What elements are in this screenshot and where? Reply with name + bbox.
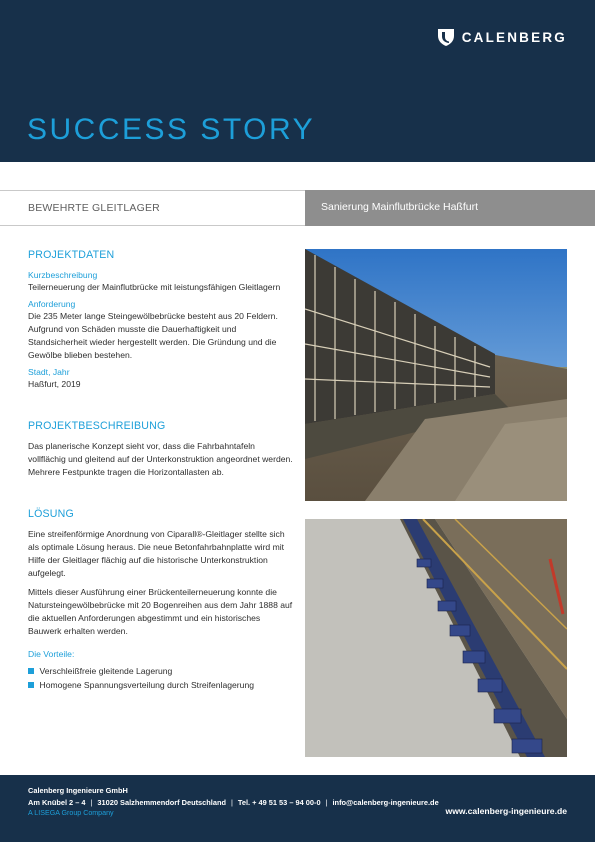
text-loesung-2: Mittels dieser Ausführung einer Brückenteilerneuerung konnte die Natursteingewölbebrücke mit 20 Bogenreihen aus dem Jahr 1888 auf die aktuellen Anforderungen abgestimmt und ein historisches Bauwerk erhalten werden. <box>28 587 293 636</box>
text-loesung-1: Eine streifenförmige Anordnung von Ciparall®-Gleitlager stellte sich als optimale Lösung heraus. Die neue Betonfahrbahnplatte wird mit Hilfe der Gleitlager flächig auf die historische Unterkonstruktion aufgelegt. <box>28 529 285 578</box>
section-heading: PROJEKTBESCHREIBUNG <box>28 420 166 432</box>
list-item: Verschleißfreie gleitende Lagerung <box>28 664 293 678</box>
photo-sliding-bearings <box>305 519 567 757</box>
section-heading: PROJEKTDATEN <box>28 249 115 261</box>
footer-phone: Tel. + 49 51 53 – 94 00-0 <box>237 798 321 807</box>
footer-website-link[interactable]: www.calenberg-ingenieure.de <box>445 806 567 816</box>
category-bar <box>0 190 595 226</box>
bullet-square-icon <box>28 682 34 688</box>
text-stadt-jahr: Haßfurt, 2019 <box>28 379 81 389</box>
text-kurzbeschreibung: Teilerneuerung der Mainflutbrücke mit leistungsfähigen Gleitlagern <box>28 282 281 292</box>
vorteile-list <box>28 664 293 692</box>
footer-group: A LISEGA Group Company <box>28 809 114 817</box>
footer-email-link[interactable]: info@calenberg-ingenieure.de <box>332 798 439 807</box>
footer-contact-line: Am Knübel 2 – 4 | 31020 Salzhemmendorf Deutschland | Tel. + 49 51 53 – 94 00-0 | info@calenberg-ingenieure.de <box>28 798 439 807</box>
label-stadt-jahr: Stadt, Jahr <box>28 367 70 377</box>
section-projektdaten <box>28 249 293 391</box>
calenberg-shield-logo-icon <box>436 27 456 47</box>
section-heading: LÖSUNG <box>28 508 74 520</box>
project-title-box <box>305 190 595 226</box>
photo-bridge-scaffolding <box>305 249 567 501</box>
section-loesung <box>28 508 293 692</box>
section-projektbeschreibung <box>28 420 293 479</box>
footer-city: 31020 Salzhemmendorf Deutschland <box>97 798 226 807</box>
page-title: SUCCESS STORY <box>27 113 316 146</box>
bullet-square-icon <box>28 668 34 674</box>
label-kurzbeschreibung: Kurzbeschreibung <box>28 270 98 280</box>
category-label: BEWEHRTE GLEITLAGER <box>28 202 160 214</box>
footer-address: Am Knübel 2 – 4 <box>28 798 86 807</box>
category-label-box <box>0 190 305 226</box>
footer-company: Calenberg Ingenieure GmbH <box>28 786 128 795</box>
label-anforderung: Anforderung <box>28 299 76 309</box>
brand-name: CALENBERG <box>461 29 567 45</box>
footer <box>0 775 595 842</box>
text-anforderung: Die 235 Meter lange Steingewölbebrücke besteht aus 20 Feldern. Aufgrund von Schäden musste die Dauerhaftigkeit und Standsicherheit wieder hergestellt werden. Die Gründung und die Gewölbe blieben bestehen. <box>28 311 278 360</box>
text-projektbeschreibung: Das planerische Konzept sieht vor, dass die Fahrbahntafeln vollflächig und gleitend auf der Unterkonstruktion angeordnet werden. Mehrere Festpunkte tragen die Horizontallasten ab. <box>28 441 293 477</box>
list-item: Homogene Spannungsverteilung durch Streifenlagerung <box>28 678 293 692</box>
label-vorteile: Die Vorteile: <box>28 649 75 659</box>
header-banner <box>0 0 595 162</box>
brand-logo[interactable] <box>436 27 567 47</box>
project-title: Sanierung Mainflutbrücke Haßfurt <box>321 201 478 213</box>
